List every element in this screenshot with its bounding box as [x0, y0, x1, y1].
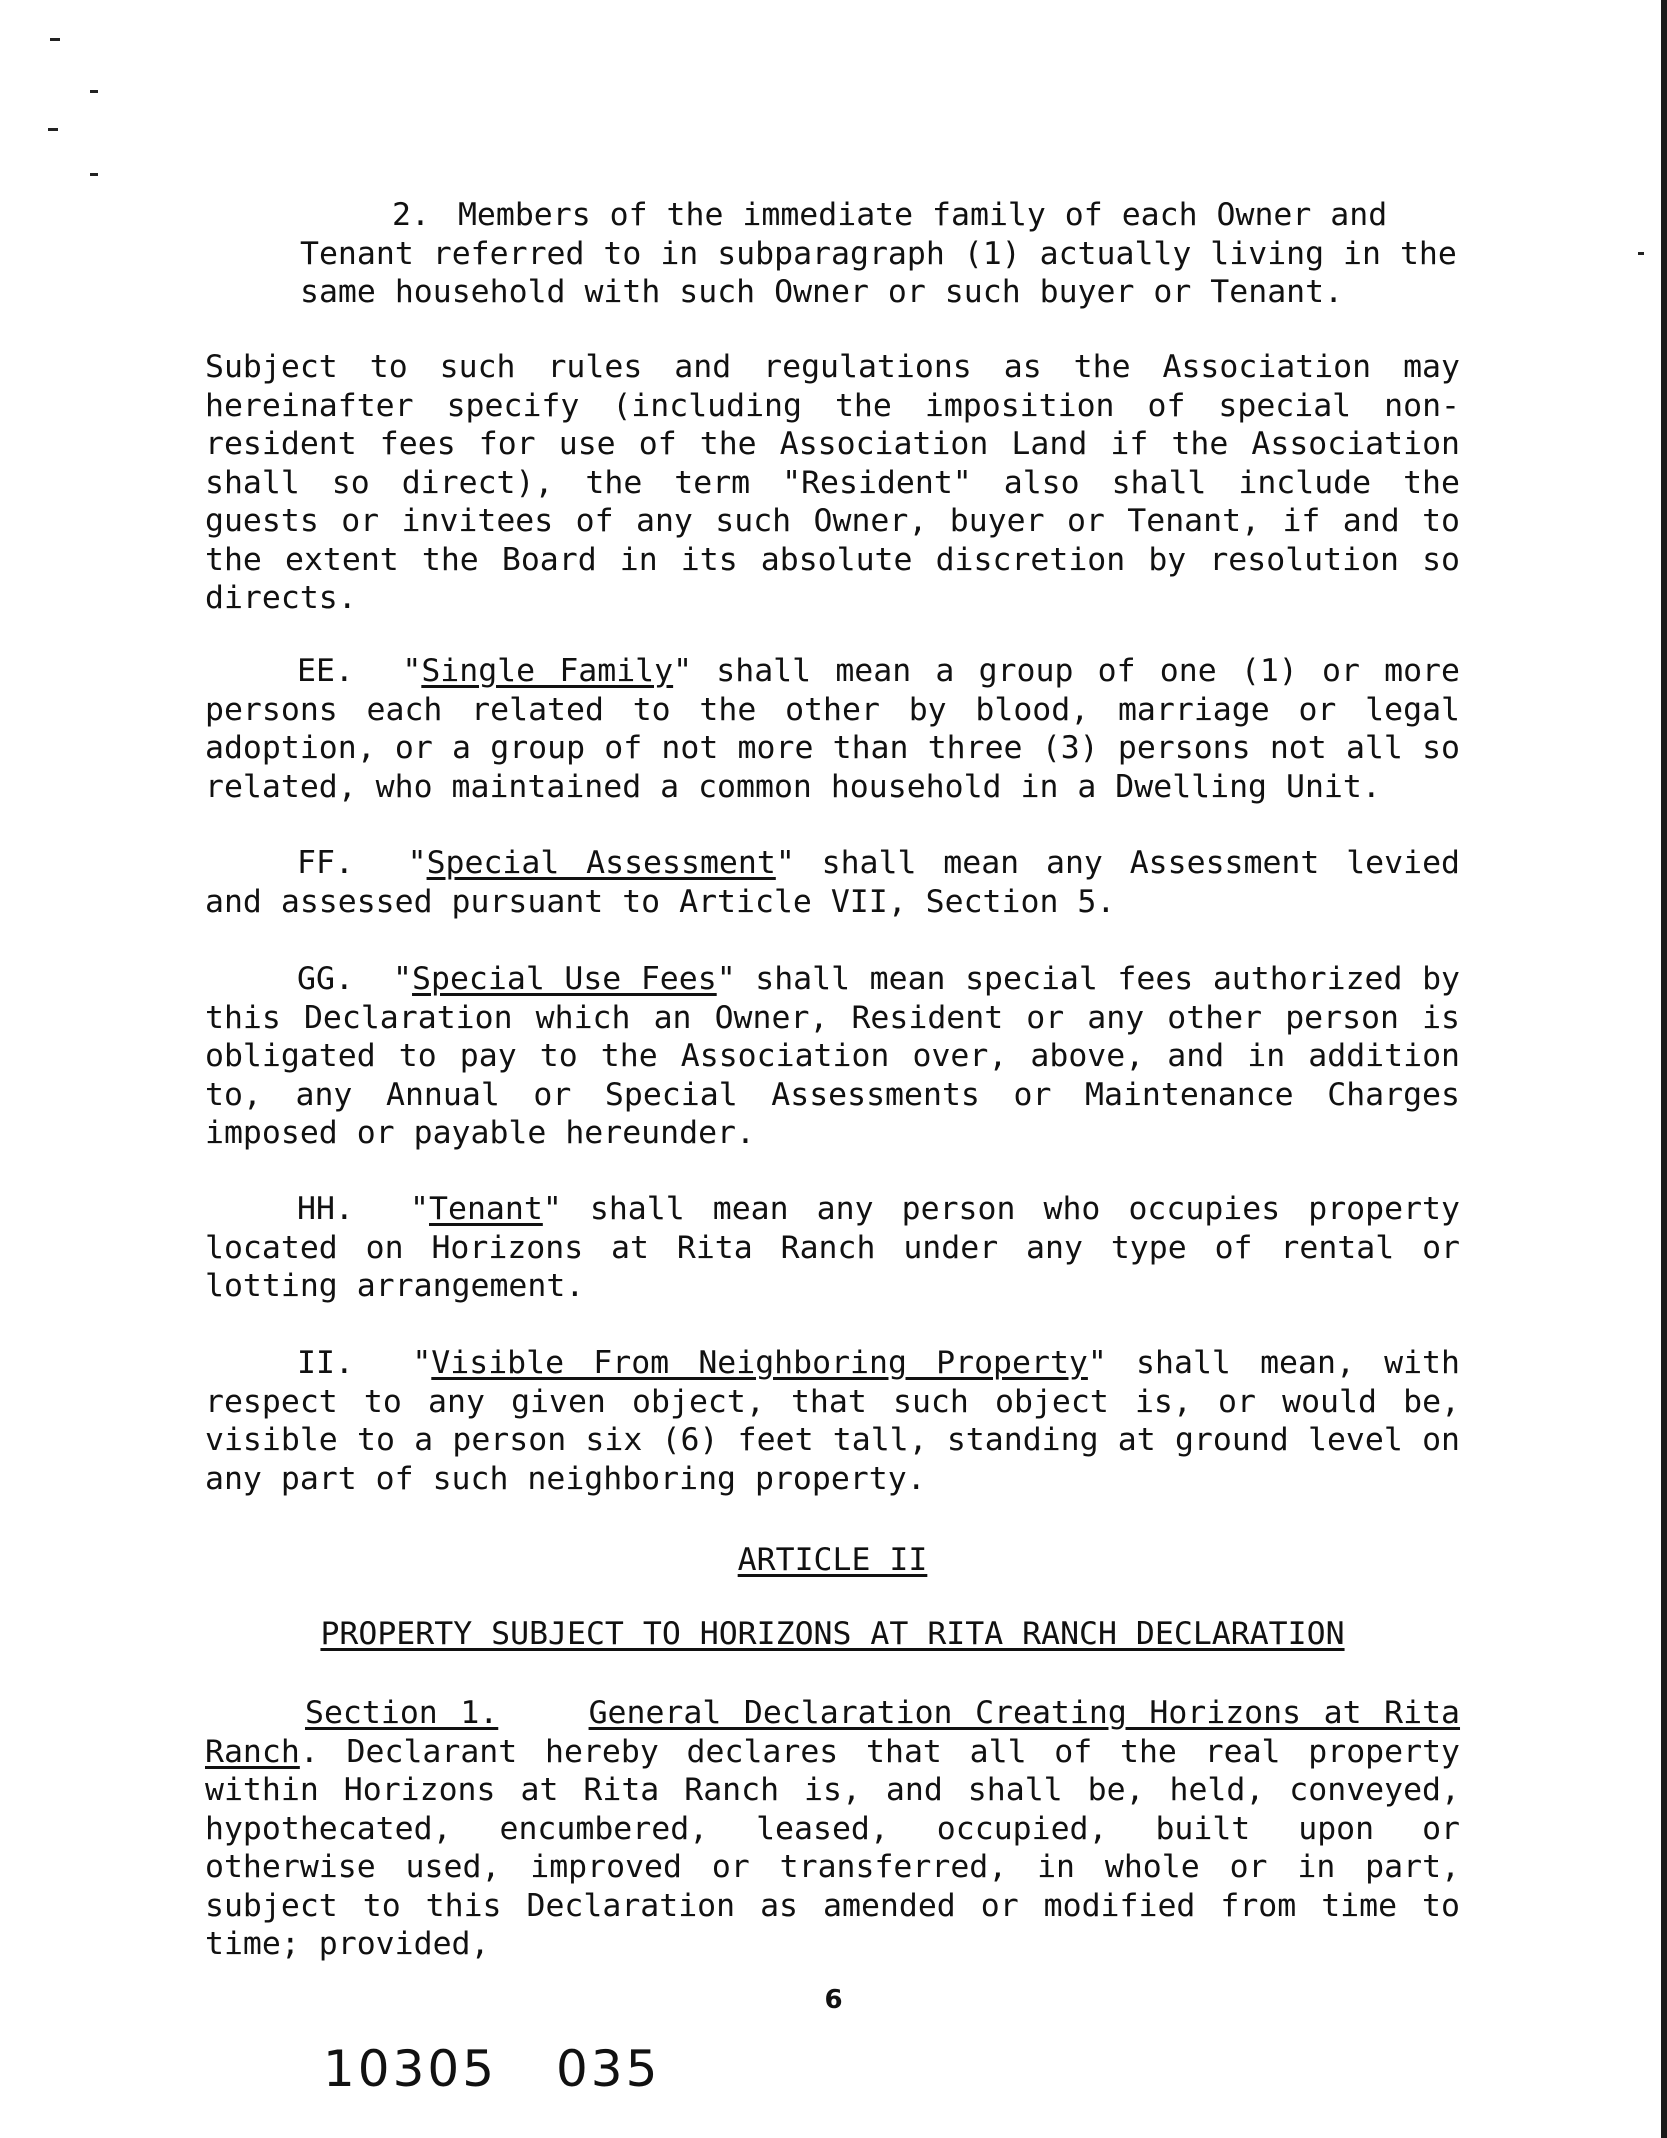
scan-speck [90, 90, 98, 93]
subparagraph-text: Members of the immediate family of each Owner and Tenant referred to in subparagraph (1) actually living in the same household with such Owner or such buyer or Tenant. [300, 197, 1457, 310]
section-label: Section 1. [305, 1695, 499, 1731]
section-title: General Declaration Creating Horizons at Rita Ranch [205, 1695, 1461, 1770]
section-1 [205, 1694, 1460, 1964]
resident-paragraph: Subject to such rules and regulations as the Association may hereinafter specify (including the imposition of special non-resident fees for use of the Association Land if the Association shall so direct), the term "Resident" also shall include the guests or invitees of any such Owner, buyer or Tenant, if and to the extent the Board in its absolute discretion by resolution so directs. [205, 349, 1460, 616]
definition-label: FF. [297, 845, 354, 881]
definition-term: Special Use Fees [412, 961, 717, 997]
definition-hh: HH. "Tenant" shall mean any person who occupies property located on Horizons at Rita Ranch under any type of rental or lotting arrangement. [205, 1191, 1460, 1304]
definition-text: " shall mean special fees authorized by this Declaration which an Owner, Resident or any other person is obligated to pay to the Association over, above, and in addition to, any Annual or Special Assessments or Maintenance Charges imposed or payable hereunder. [205, 961, 1460, 1151]
definition-label: II. [297, 1345, 354, 1381]
definition-label: GG. [297, 961, 354, 997]
definition-text: " shall mean a group of one (1) or more persons each related to the other by blood, marriage or legal adoption, or a group of not more than three (3) persons not all so related, who maintained a common household in a Dwelling Unit. [205, 653, 1460, 805]
definition-text: " shall mean any Assessment levied and assessed pursuant to Article VII, Section 5. [205, 845, 1460, 920]
definition-term: Visible From Neighboring Property [431, 1345, 1088, 1381]
page-number: 6 [824, 1985, 843, 2015]
definition-gg: GG. "Special Use Fees" shall mean special fees authorized by this Declaration which an Owner, Resident or any other person is obligated to pay to the Association over, above, and in addition to, any Annual or Special Assessments or Maintenance Charges imposed or payable hereunder. [205, 961, 1460, 1151]
definition-term: Single Family [421, 653, 674, 689]
definition-text: " shall mean any person who occupies property located on Horizons at Rita Ranch under any type of rental or lotting arrangement. [205, 1191, 1460, 1304]
definition-ii: II. "Visible From Neighboring Property" shall mean, with respect to any given object, that such object is, or would be, visible to a person six (6) feet tall, standing at ground level on any part of such neighboring property. [205, 1345, 1460, 1497]
scan-edge [1661, 0, 1667, 2138]
definition-text: " shall mean, with respect to any given object, that such object is, or would be, visible to a person six (6) feet tall, standing at ground level on any part of such neighboring property. [205, 1345, 1460, 1497]
definition-term: Tenant [429, 1191, 543, 1227]
subparagraph-2 [300, 196, 1460, 312]
scan-speck [1638, 252, 1644, 255]
article-heading [205, 1541, 1460, 1580]
scan-speck [90, 173, 98, 176]
document-stamp-number: 10305 035 [323, 2040, 661, 2098]
definition-label: EE. [297, 653, 354, 689]
definition-term: Special Assessment [426, 845, 776, 881]
definition-ff: FF. "Special Assessment" shall mean any Assessment levied and assessed pursuant to Article VII, Section 5. [205, 845, 1460, 920]
article-title-text: PROPERTY SUBJECT TO HORIZONS AT RITA RANCH DECLARATION [320, 1616, 1345, 1652]
scan-speck [50, 38, 60, 41]
article-heading-text: ARTICLE II [737, 1542, 928, 1578]
definition-ee: EE. "Single Family" shall mean a group of one (1) or more persons each related to the other by blood, marriage or legal adoption, or a group of not more than three (3) persons not all so related, who maintained a common household in a Dwelling Unit. [205, 653, 1460, 805]
article-title [205, 1615, 1460, 1654]
section-text: . Declarant hereby declares that all of the real property within Horizons at Rita Ranch is, and shall be, held, conveyed, hypothecated, encumbered, leased, occupied, built upon or otherwise used, improved or transferred, in whole or in part, subject to this Declaration as amended or modified from time to time; provided, [205, 1733, 1460, 1962]
scan-speck [48, 128, 58, 131]
subparagraph-number: 2. [392, 197, 430, 233]
definition-label: HH. [297, 1191, 354, 1227]
